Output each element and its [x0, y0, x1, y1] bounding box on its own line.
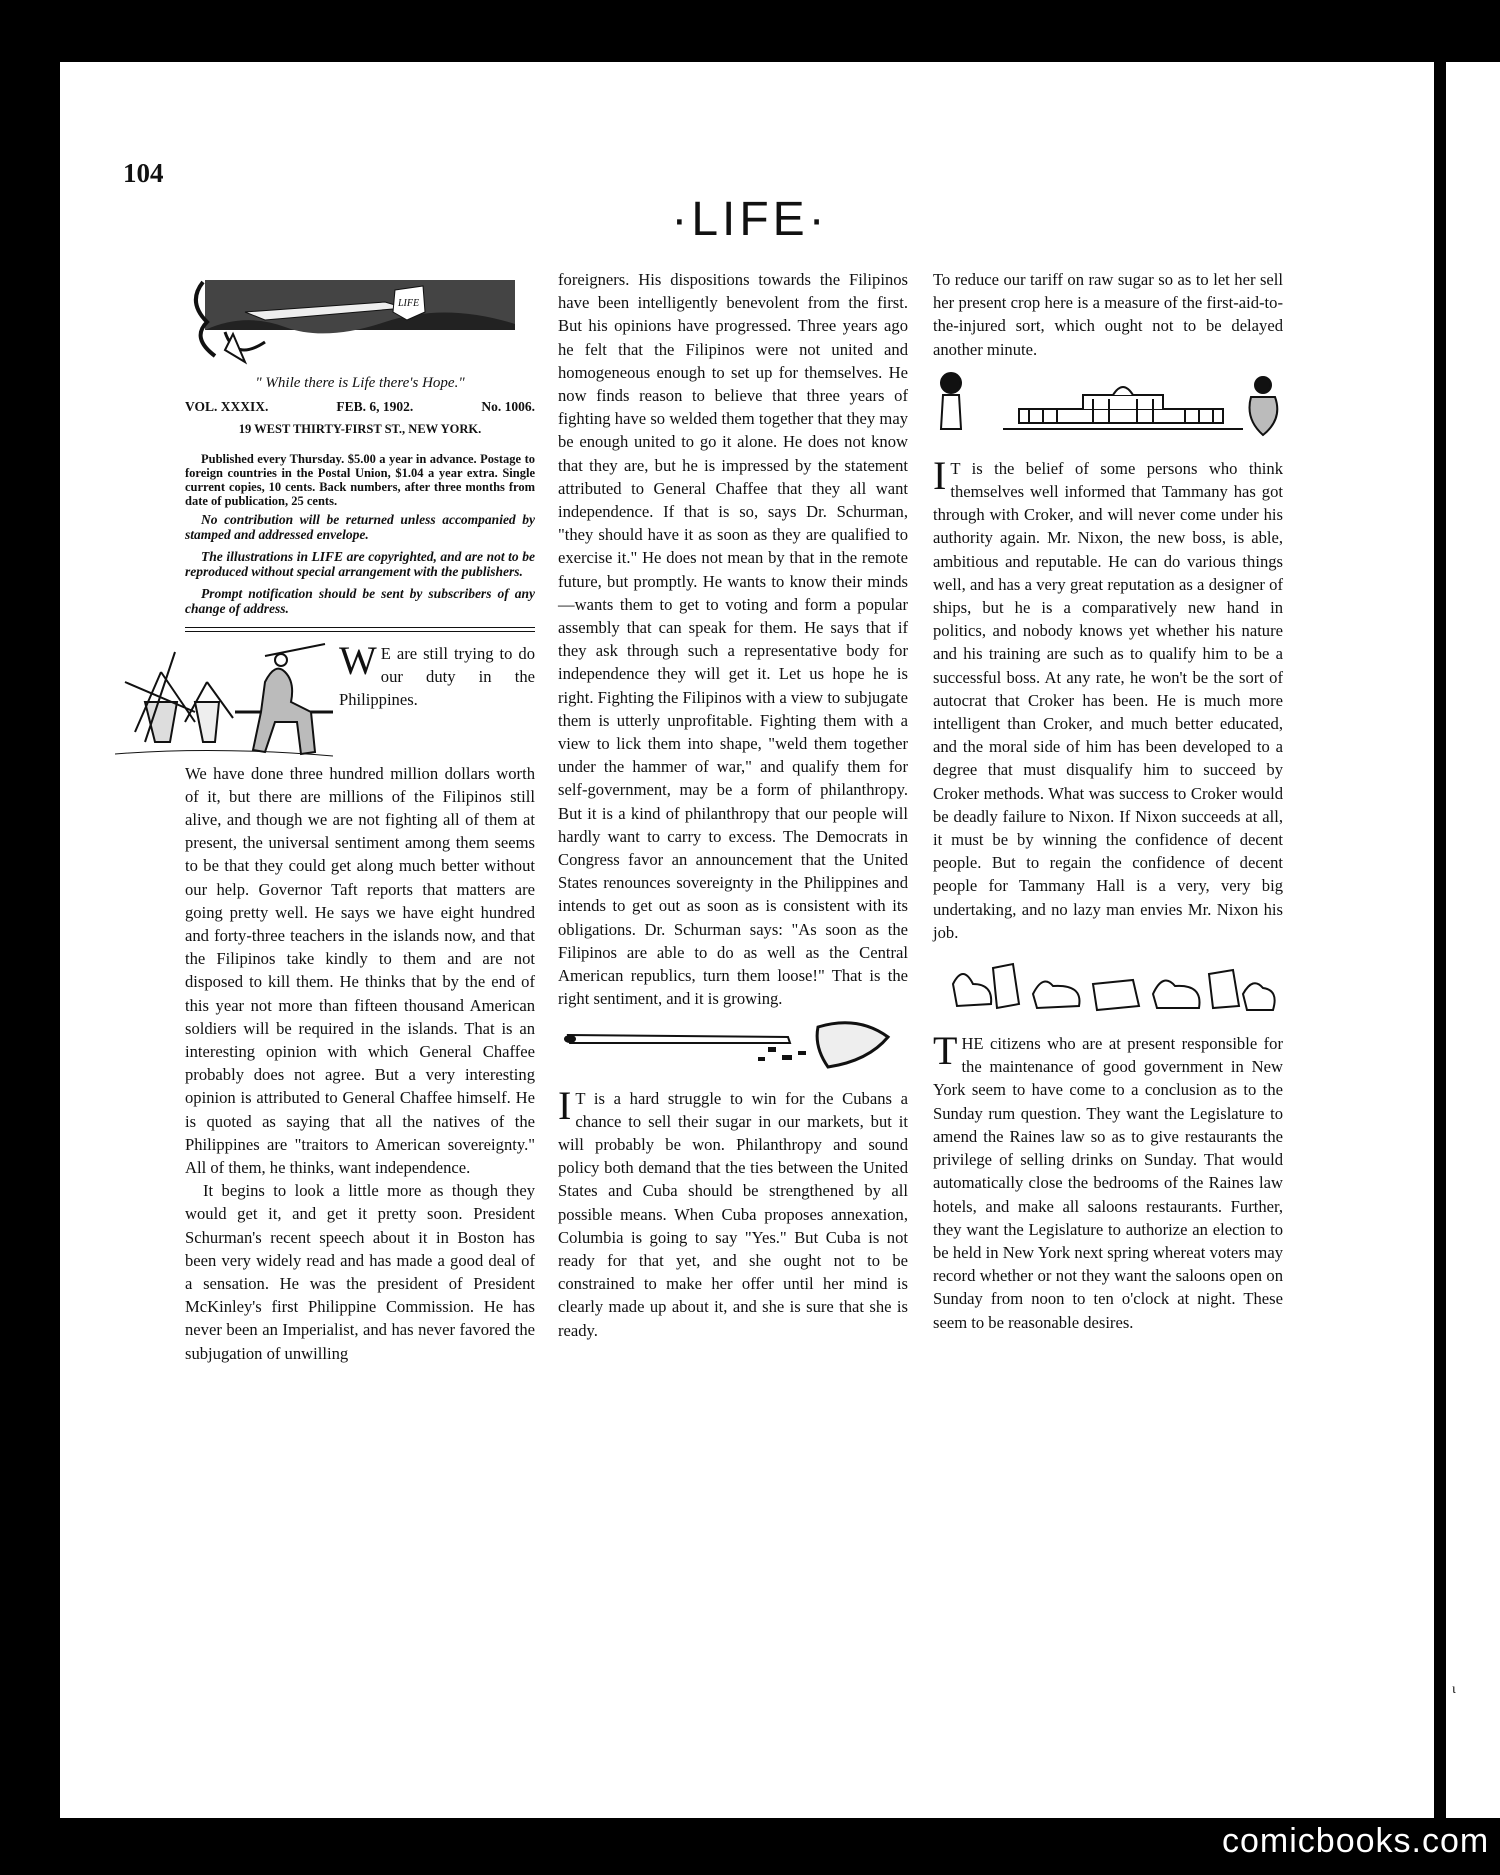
dropcap-w: W: [339, 637, 377, 683]
dropcap-t: T: [933, 1028, 958, 1074]
watermark: comicbooks.com: [1222, 1822, 1490, 1860]
cuba-article-continued: To reduce our tariff on raw sugar so as to let her sell her present crop here is a measure of the first-aid-to-the-injured sort, which ought not to be delayed another minute.: [933, 270, 1283, 359]
machete-cane-illustration: [558, 1017, 908, 1077]
masthead-banner-illustration: [185, 272, 535, 372]
masthead-title: ·LIFE·: [671, 193, 829, 246]
address-change-notice: Prompt notification should be sent by subscribers of any change of address.: [185, 585, 535, 617]
dropcap-i-tammany: I: [933, 452, 947, 498]
copyright-notice: The illustrations in LIFE are copyrighted, and are not to be reproduced without special arrangement with the publishers.: [185, 548, 535, 580]
issue-number: No. 1006.: [481, 399, 535, 415]
philippines-article-para2: It begins to look a little more as though they would get it, and get it pretty soon. President Schurman's recent speech about it in Boston has been very widely read and has made a good deal of a sensation. He was the president of President McKinley's first Philippine Commission. He has never been an Imperialist, and has never favored the subjugation of unwilling: [185, 1181, 535, 1363]
sunday-rum-article-text: HE citizens who are at present responsible for the maintenance of good government in New York seem to have come to a conclusion as to the Sunday rum question. They want the Legislature to amend the Raines law so as to give restaurants the privilege of selling drinks on Sunday. That would automatically close the bedrooms of the Raines law hotels, and make all saloons restaurants. Further, they want the Legislature to authorize an election to be held in New York next spring whereat voters may record whether or not they want the saloons open on Sunday from noon to ten o'clock at night. These seem to be reasonable desires.: [933, 1034, 1283, 1332]
svg-text:LIFE: LIFE: [398, 298, 420, 309]
publisher-address: 19 WEST THIRTY-FIRST ST., NEW YORK.: [238, 422, 482, 437]
volume-line: [185, 395, 535, 418]
lead-text: E are still trying to do our duty in the Philippines.: [339, 643, 535, 710]
tammany-article: [933, 452, 1283, 944]
section-divider: [185, 627, 535, 632]
column-left: [185, 272, 535, 1365]
sunday-rum-article: [933, 1028, 1283, 1334]
volume-number: VOL. XXXIX.: [185, 399, 269, 415]
motto-caption: " While there is Life there's Hope.": [255, 375, 465, 391]
adjacent-page-strip: [1446, 62, 1500, 1818]
issue-date: FEB. 6, 1902.: [336, 399, 414, 415]
philippines-article-continued: foreigners. His dispositions towards the Filipinos have been intelligently benevolent from the first. But his opinions have progressed. Three years ago he felt that the Filipinos were not united and homogeneous enough to set up for themselves. He now finds reason to believe that three years of fighting have so welded them together that they may be enough united to go it alone. He does not know that they are, but he is impressed by the statement attributed to General Chaffee that they all want independence. If that is so, says Dr. Schurman, "they should have it as soon as they are qualified to exercise it." He does not mean by that in the remote future, but promptly. He wants to know their minds—wants them to get to voting and form a popular assembly that can speak for them. He says that if they ask through such a representative body for independence they will get it. Let us hope he is right. Fighting the Filipinos with a view to subjugate them is utterly unprofitable. Fighting them with a view to lick them into shape, "weld them together under the hammer of war," and qualify them for self-government, may be a form of philanthropy. But it is a kind of philanthropy that our people will hardly want to carry to excess. The Democrats in Congress favor an announcement that the United States renounces sovereignty in the Philippines and intends to get out as soon as is consistent with its obligations. Dr. Schurman says: "As soon as the Filipinos are able to do as well as the Central American republics, turn them loose!" That is the right sentiment, and it is growing.: [558, 270, 908, 1009]
geese-newspapers-illustration: [933, 954, 1283, 1024]
tammany-hall-illustration: [933, 369, 1283, 451]
cuba-article: [558, 1082, 908, 1342]
page-edge-mark: ι: [1452, 1682, 1456, 1697]
dropcap-i-cuba: I: [558, 1082, 572, 1128]
contribution-notice: No contribution will be returned unless accompanied by stamped and addressed envelope.: [185, 511, 535, 543]
philippines-article-para1: We have done three hundred million dollars worth of it, but there are millions of the Filipinos still alive, and though we are not fighting all of them at present, the universal sentiment among them seems to be that they could get along much better without our help. Governor Taft reports that matters are going pretty well. He says we have eight hundred and forty-three teachers in the islands now, and that the Filipinos take kindly to them and are not disposed to kill them. He thinks that by the end of this year not more than fifteen thousand American soldiers will be required in the islands. That is an interesting opinion with which General Chaffee probably does not agree. But a very interesting opinion is attributed to General Chaffee himself. He is quoted as saying that all the natives of the Philippines are "traitors to American sovereignty." All of them, he thinks, want independence.: [185, 763, 535, 1178]
subscription-info: Published every Thursday. $5.00 a year in advance. Postage to foreign countries in the Postal Union, $1.04 a year extra. Single current copies, 10 cents. Back numbers, after three months from date of publication, 25 cents.: [185, 451, 535, 508]
cuba-article-text: T is a hard struggle to win for the Cubans a chance to sell their sugar in our markets, but it will probably be won. Philanthropy and sound policy both demand that the ties between the United States and Cuba should be strengthened by all possible means. When Cuba proposes annexation, Columbia is going to say "Yes." But Cuba is not ready for that yet, and she ought not to be constrained to make her offer until her mind is clearly made up about it, and she is sure that she is ready.: [558, 1088, 908, 1340]
page-number: 104: [123, 158, 164, 188]
column-middle: [558, 268, 908, 1342]
column-right: [933, 268, 1283, 1334]
tammany-article-text: T is the belief of some persons who think themselves well informed that Tammany has got through with Croker, and will never come under his authority again. Mr. Nixon, the new boss, is able, ambitious and reputable. He can do various things well, and has a very great reputation as a designer of ships, but he is a comparatively new hand in politics, and nobody knows yet whether his nature and his training are such as to qualify him to be a successful boss. At any rate, he won't be the sort of autocrat that Croker has been. He is much more intelligent than Croker, and much better educated, and the moral side of him has been developed to a degree that must disqualify him to succeed by Croker methods. What was success to Croker would be deadly failure to Nixon. If Nixon succeeds at all, it must be by winning the confidence of decent people. But to regain the confidence of decent people for Tammany Hall is a very, very big undertaking, and no lazy man envies Mr. Nixon his job.: [933, 458, 1283, 942]
don-quixote-windmill-illustration: [115, 642, 333, 762]
